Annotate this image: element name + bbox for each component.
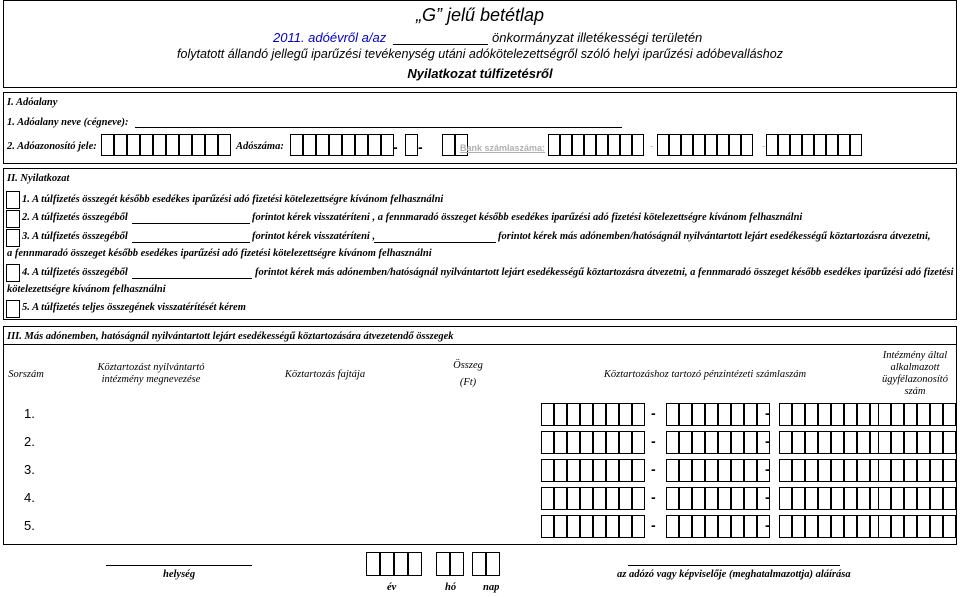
account-digit-box[interactable] [619,431,632,454]
option5-checkbox[interactable] [6,300,20,318]
account-dash: - [765,405,770,421]
client-id-box[interactable] [917,515,930,538]
account-digit-box[interactable] [666,403,679,426]
account-dash: - [651,405,656,421]
option3-refund-field[interactable] [132,242,250,243]
account-digit-box[interactable] [632,459,645,482]
account-digit-box[interactable] [779,487,792,510]
client-id-box[interactable] [878,459,891,482]
account-digit-box[interactable] [692,487,705,510]
account-digit-box[interactable] [818,459,831,482]
year-label: év [387,582,397,593]
account-digit-box[interactable] [554,431,567,454]
account-digit-box[interactable] [792,459,805,482]
account-digit-box[interactable] [744,515,757,538]
signature-field[interactable] [628,565,840,566]
client-id-box[interactable] [917,403,930,426]
option4-amount-field[interactable] [132,278,252,279]
account-digit-box[interactable] [567,403,580,426]
account-dash: - [651,489,656,505]
account-digit-box[interactable] [805,515,818,538]
account-dash: - [765,461,770,477]
form-subtitle: folytatott állandó jellegű iparűzési tevékenység utáni adókötelezettségről szóló helyi iparűzési adóbevalláshoz [177,47,783,61]
option2-text-b: forintot kérek visszatéríteni , a fennmaradó összeget később esedékes iparűzési adó fizetési kötelezettségre kívánom felhasználni [252,212,803,223]
client-id-box[interactable] [878,431,891,454]
client-id-box[interactable] [891,403,904,426]
client-id-box[interactable] [904,515,917,538]
account-digit-box[interactable] [666,431,679,454]
bank-digit-box[interactable] [766,134,778,156]
account-digit-box[interactable] [541,431,554,454]
account-digit-box[interactable] [619,515,632,538]
account-digit-box[interactable] [805,431,818,454]
option1-text: 1. A túlfizetés összegét később esedékes iparűzési adó fizetési kötelezettségre kívánom felhasználni [22,194,444,205]
account-digit-box[interactable] [541,403,554,426]
bank-digit-box[interactable] [814,134,826,156]
account-digit-box[interactable] [606,515,619,538]
client-id-box[interactable] [904,459,917,482]
section3-heading: III. Más adónemben, hatóságnál nyilvántartott lejárt esedékességű köztartozására átvezetendő összegek [7,331,454,342]
account-digit-box[interactable] [593,403,606,426]
bank-digit-box[interactable] [608,134,620,156]
bank-digit-box[interactable] [669,134,681,156]
bank-digit-box[interactable] [705,134,717,156]
account-digit-box[interactable] [844,487,857,510]
tax-id-digit-box[interactable] [140,134,153,156]
option4-text-a: 4. A túlfizetés összegéből [22,267,128,278]
account-digit-box[interactable] [844,431,857,454]
bank-digit-box[interactable] [693,134,705,156]
account-digit-box[interactable] [593,431,606,454]
account-digit-box[interactable] [606,487,619,510]
year-suffix: önkormányzat illetékességi területén [492,30,703,45]
account-digit-box[interactable] [792,515,805,538]
account-digit-box[interactable] [666,459,679,482]
bank-digit-box[interactable] [717,134,729,156]
account-digit-box[interactable] [554,459,567,482]
day-digit-box[interactable] [486,552,500,576]
option4-text-b: forintot kérek más adónemben/hatóságnál nyilvántartott lejárt esedékességű köztartozásra átvezetni, a fennmaradó összeget később esedékes iparűzési adó fizetési [255,267,954,278]
account-dash: - [651,517,656,533]
client-id-box[interactable] [917,487,930,510]
tax-id-label: 2. Adóazonosító jele: [7,141,97,152]
account-digit-box[interactable] [692,515,705,538]
section1-heading: I. Adóalany [7,97,58,108]
option3-text-c: forintot kérek más adónemben/hatóságnál nyilvántartott lejárt esedékességű köztartozásra átvezetni, [498,231,931,242]
bank-digit-box[interactable] [850,134,862,156]
bank-digit-box[interactable] [838,134,850,156]
col-intezmeny: Köztartozást nyilvántartó intézmény megnevezése [97,362,205,385]
tax-id-digit-box[interactable] [153,134,166,156]
client-id-box[interactable] [930,515,943,538]
account-digit-box[interactable] [632,431,645,454]
account-digit-box[interactable] [792,403,805,426]
option1-checkbox[interactable] [6,191,20,209]
tax-id-digit-box[interactable] [218,134,231,156]
account-dash: - [651,433,656,449]
account-digit-box[interactable] [857,487,870,510]
account-digit-box[interactable] [692,403,705,426]
client-id-box[interactable] [917,459,930,482]
section2-heading: II. Nyilatkozat [7,173,70,184]
account-digit-box[interactable] [857,515,870,538]
client-id-box[interactable] [891,487,904,510]
bank-digit-box[interactable] [572,134,584,156]
col-ugyfel: Intézmény által alkalmazott ügyfélazonosító szám [882,350,948,397]
account-digit-box[interactable] [541,515,554,538]
account-digit-box[interactable] [580,487,593,510]
account-dash: - [765,489,770,505]
day-label: nap [483,582,500,593]
account-digit-box[interactable] [731,403,744,426]
section2-frame [3,168,957,320]
client-id-box[interactable] [878,515,891,538]
option3-transfer-field[interactable] [374,242,496,243]
tax-id-digit-box[interactable] [179,134,192,156]
account-digit-box[interactable] [818,431,831,454]
account-digit-box[interactable] [731,459,744,482]
account-digit-box[interactable] [679,431,692,454]
account-digit-box[interactable] [818,487,831,510]
client-id-box[interactable] [878,487,891,510]
form-title: „G” jelű betétlap [415,5,545,25]
account-digit-box[interactable] [619,459,632,482]
option4-checkbox[interactable] [6,264,20,282]
bank-digit-box[interactable] [826,134,838,156]
account-digit-box[interactable] [792,487,805,510]
account-digit-box[interactable] [580,515,593,538]
account-dash: - [765,433,770,449]
account-digit-box[interactable] [831,431,844,454]
tax-number-digit-box[interactable] [316,134,329,156]
account-digit-box[interactable] [831,403,844,426]
account-digit-box[interactable] [632,403,645,426]
account-digit-box[interactable] [567,431,580,454]
tax-number-digit-box[interactable] [405,134,418,156]
account-digit-box[interactable] [844,459,857,482]
tax-dash-2: - [418,139,423,155]
tax-id-digit-box[interactable] [127,134,140,156]
account-digit-box[interactable] [554,403,567,426]
account-digit-box[interactable] [580,459,593,482]
signature-label: az adózó vagy képviselője (meghatalmazottja) aláírása [617,569,851,580]
account-digit-box[interactable] [831,515,844,538]
year-digit-box[interactable] [366,552,380,576]
account-digit-box[interactable] [718,515,731,538]
client-id-box[interactable] [943,431,956,454]
account-digit-box[interactable] [541,487,554,510]
option4-text-c: kötelezettségre kívánom felhasználni [7,284,166,295]
client-id-box[interactable] [930,487,943,510]
tax-number-digit-box[interactable] [303,134,316,156]
tax-id-digit-box[interactable] [101,134,114,156]
account-digit-box[interactable] [805,403,818,426]
client-id-box[interactable] [891,431,904,454]
account-digit-box[interactable] [593,459,606,482]
bank-dash-2: - [762,141,766,152]
tax-number-digit-box[interactable] [442,134,455,156]
bank-digit-box[interactable] [548,134,560,156]
account-digit-box[interactable] [679,459,692,482]
client-id-box[interactable] [904,403,917,426]
bank-digit-box[interactable] [729,134,741,156]
place-label: helység [163,569,196,580]
account-digit-box[interactable] [731,487,744,510]
option3-text-a: 3. A túlfizetés összegéből [22,231,128,242]
client-id-box[interactable] [904,487,917,510]
option2-text-a: 2. A túlfizetés összegéből [22,212,128,223]
tax-number-digit-box[interactable] [329,134,342,156]
bank-label: Bank számlaszáma: [460,143,546,153]
col-sorszam: Sorszám [8,369,44,380]
account-digit-box[interactable] [718,403,731,426]
account-digit-box[interactable] [844,515,857,538]
municipality-field[interactable] [393,44,488,45]
year-digit-box[interactable] [380,552,394,576]
option3-checkbox[interactable] [6,229,20,247]
tax-number-label: Adószáma: [236,141,284,152]
account-digit-box[interactable] [805,459,818,482]
place-field[interactable] [106,565,252,566]
account-digit-box[interactable] [818,403,831,426]
account-dash: - [765,517,770,533]
client-id-box[interactable] [930,403,943,426]
client-id-box[interactable] [904,431,917,454]
client-id-box[interactable] [943,459,956,482]
account-digit-box[interactable] [692,431,705,454]
account-digit-box[interactable] [718,459,731,482]
account-digit-box[interactable] [580,403,593,426]
account-digit-box[interactable] [857,459,870,482]
account-digit-box[interactable] [705,487,718,510]
account-digit-box[interactable] [731,515,744,538]
account-digit-box[interactable] [606,403,619,426]
account-digit-box[interactable] [666,515,679,538]
account-digit-box[interactable] [619,487,632,510]
account-digit-box[interactable] [857,431,870,454]
account-digit-box[interactable] [567,487,580,510]
col-osszeg: Összeg [453,360,483,371]
month-digit-box[interactable] [450,552,464,576]
account-digit-box[interactable] [705,403,718,426]
account-digit-box[interactable] [792,431,805,454]
account-digit-box[interactable] [679,515,692,538]
client-id-box[interactable] [878,403,891,426]
bank-digit-box[interactable] [620,134,632,156]
account-dash: - [651,461,656,477]
tax-id-digit-box[interactable] [114,134,127,156]
account-digit-box[interactable] [779,403,792,426]
account-digit-box[interactable] [554,515,567,538]
account-digit-box[interactable] [541,459,554,482]
bank-digit-box[interactable] [657,134,669,156]
client-id-box[interactable] [943,515,956,538]
client-id-box[interactable] [891,459,904,482]
account-digit-box[interactable] [666,487,679,510]
tax-id-digit-box[interactable] [205,134,218,156]
bank-dash-1: - [650,141,654,152]
account-digit-box[interactable] [779,431,792,454]
bank-digit-box[interactable] [778,134,790,156]
bank-digit-box[interactable] [584,134,596,156]
account-digit-box[interactable] [593,515,606,538]
account-digit-box[interactable] [857,403,870,426]
row-number: 2. [24,434,35,449]
day-digit-box[interactable] [472,552,486,576]
account-digit-box[interactable] [805,487,818,510]
account-digit-box[interactable] [619,403,632,426]
option5-text: 5. A túlfizetés teljes összegének visszatérítését kérem [22,302,246,313]
account-digit-box[interactable] [744,487,757,510]
account-digit-box[interactable] [718,431,731,454]
bank-digit-box[interactable] [790,134,802,156]
bank-digit-box[interactable] [560,134,572,156]
account-digit-box[interactable] [718,487,731,510]
account-digit-box[interactable] [779,515,792,538]
tax-number-digit-box[interactable] [342,134,355,156]
client-id-box[interactable] [943,403,956,426]
account-digit-box[interactable] [831,459,844,482]
account-digit-box[interactable] [705,515,718,538]
account-digit-box[interactable] [744,403,757,426]
account-digit-box[interactable] [580,431,593,454]
account-digit-box[interactable] [679,487,692,510]
client-id-box[interactable] [943,487,956,510]
account-digit-box[interactable] [831,487,844,510]
row-number: 5. [24,518,35,533]
tax-dash-1: - [393,139,398,155]
section3-heading-rule [3,344,957,345]
account-digit-box[interactable] [692,459,705,482]
bank-digit-box[interactable] [681,134,693,156]
bank-digit-box[interactable] [596,134,608,156]
account-digit-box[interactable] [744,431,757,454]
name-label: 1. Adóalany neve (cégneve): [7,117,129,128]
name-field[interactable] [135,127,622,128]
year-digit-box[interactable] [394,552,408,576]
tax-number-digit-box[interactable] [355,134,368,156]
account-digit-box[interactable] [818,515,831,538]
account-digit-box[interactable] [593,487,606,510]
account-digit-box[interactable] [779,459,792,482]
client-id-box[interactable] [930,459,943,482]
client-id-box[interactable] [930,431,943,454]
bank-digit-box[interactable] [741,134,753,156]
option3-text-d: a fennmaradó összeget később esedékes iparűzési adó fizetési kötelezettségre kívánom felhasználni [7,248,432,259]
account-digit-box[interactable] [606,459,619,482]
account-digit-box[interactable] [744,459,757,482]
form-subtitle2: Nyilatkozat túlfizetésről [407,66,553,81]
account-digit-box[interactable] [632,515,645,538]
tax-id-digit-box[interactable] [166,134,179,156]
bank-digit-box[interactable] [632,134,644,156]
account-digit-box[interactable] [567,515,580,538]
tax-number-digit-box[interactable] [368,134,381,156]
account-digit-box[interactable] [705,431,718,454]
col-ft: (Ft) [459,377,477,388]
account-digit-box[interactable] [705,459,718,482]
account-digit-box[interactable] [632,487,645,510]
account-digit-box[interactable] [606,431,619,454]
account-digit-box[interactable] [567,459,580,482]
col-szamla: Köztartozáshoz tartozó pénzintézeti számlaszám [603,369,807,380]
col-fajta: Köztartozás fajtája [284,369,366,380]
year-prefix: 2011. adóévről a/az [273,30,387,45]
month-label: hó [445,582,457,593]
row-number: 1. [24,406,35,421]
account-digit-box[interactable] [554,487,567,510]
tax-id-digit-box[interactable] [192,134,205,156]
row-number: 4. [24,490,35,505]
account-digit-box[interactable] [679,403,692,426]
year-digit-box[interactable] [408,552,422,576]
month-digit-box[interactable] [436,552,450,576]
client-id-box[interactable] [917,431,930,454]
option2-checkbox[interactable] [6,210,20,228]
account-digit-box[interactable] [731,431,744,454]
option2-amount-field[interactable] [132,223,250,224]
tax-number-digit-box[interactable] [290,134,303,156]
bank-digit-box[interactable] [802,134,814,156]
option3-text-b: forintot kérek visszatéríteni , [252,231,376,242]
row-number: 3. [24,462,35,477]
client-id-box[interactable] [891,515,904,538]
account-digit-box[interactable] [844,403,857,426]
